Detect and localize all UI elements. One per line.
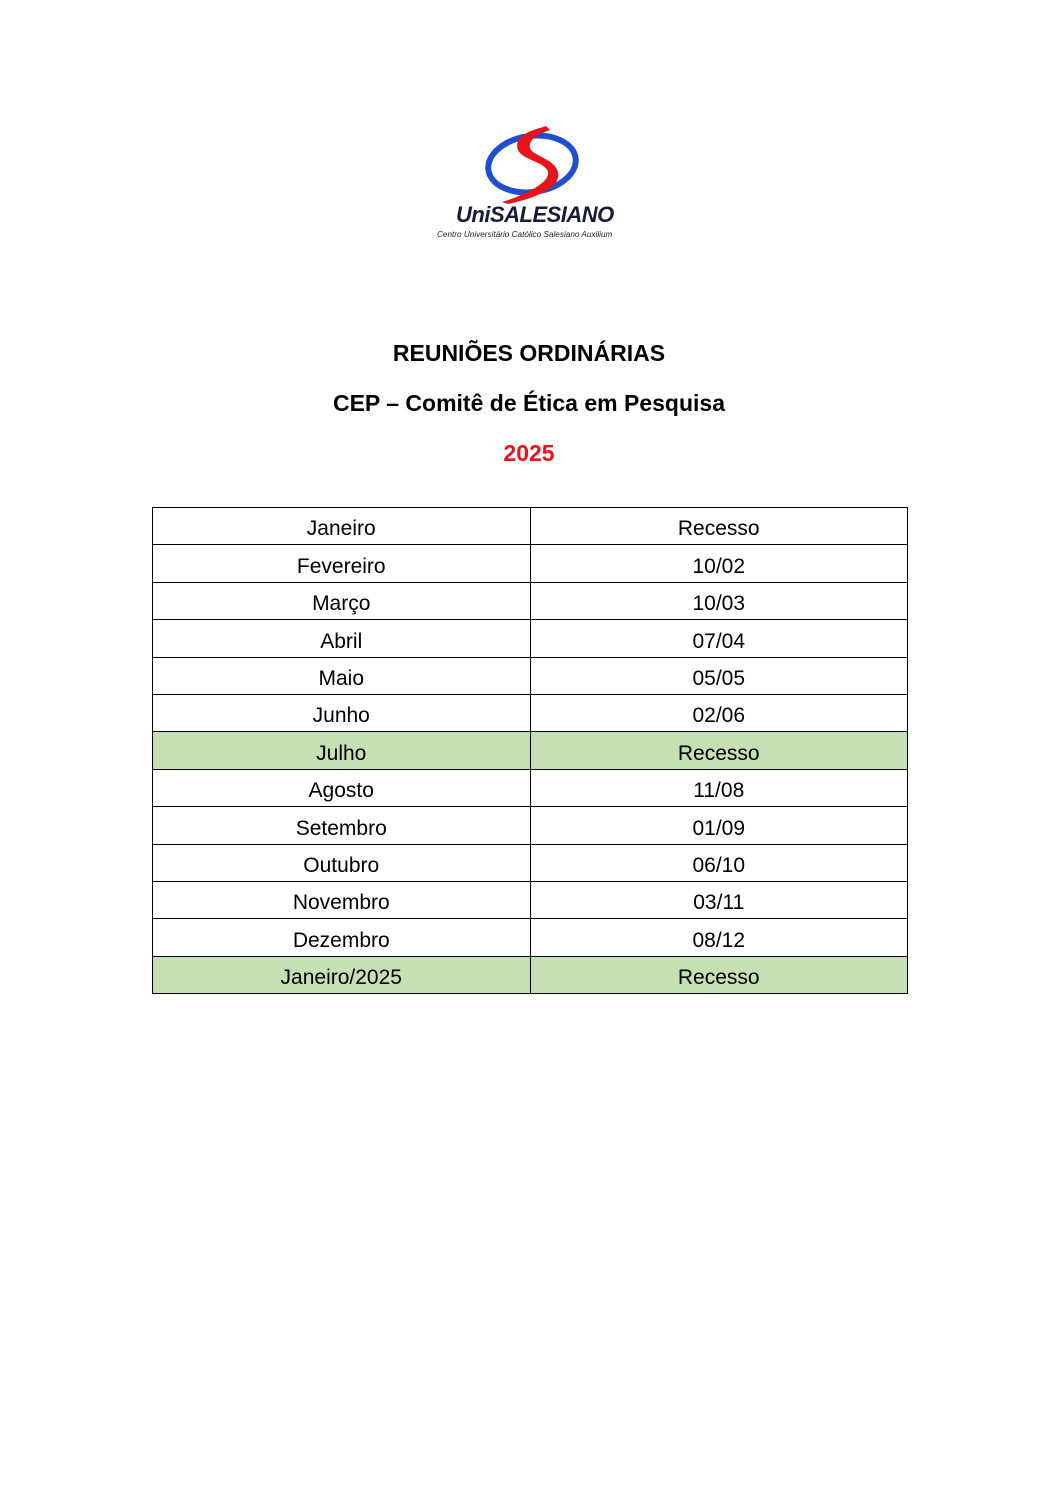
month-cell: Junho (153, 694, 531, 731)
page-year: 2025 (503, 440, 555, 466)
table-row (153, 620, 908, 657)
table-row (153, 694, 908, 731)
month-cell: Dezembro (153, 919, 531, 956)
date-cell: 08/12 (530, 919, 908, 956)
date-cell: 07/04 (530, 620, 908, 657)
month-cell: Janeiro/2025 (153, 956, 531, 993)
date-cell: 10/03 (530, 582, 908, 619)
month-cell: Novembro (153, 881, 531, 918)
month-cell: Abril (153, 620, 531, 657)
schedule-body (153, 508, 908, 994)
table-row (153, 956, 908, 993)
month-cell: Maio (153, 657, 531, 694)
date-cell: 11/08 (530, 769, 908, 806)
month-cell: Fevereiro (153, 545, 531, 582)
table-row (153, 582, 908, 619)
table-row (153, 657, 908, 694)
meeting-schedule-table (152, 507, 908, 994)
month-cell: Outubro (153, 844, 531, 881)
month-cell: Setembro (153, 807, 531, 844)
table-row (153, 732, 908, 769)
table-row (153, 919, 908, 956)
table-row (153, 881, 908, 918)
date-cell: 02/06 (530, 694, 908, 731)
unisalesiano-logo (420, 118, 640, 248)
date-cell: 01/09 (530, 807, 908, 844)
table-row (153, 807, 908, 844)
month-cell: Agosto (153, 769, 531, 806)
date-cell: 03/11 (530, 881, 908, 918)
month-cell: Março (153, 582, 531, 619)
table-row (153, 844, 908, 881)
table-row (153, 508, 908, 545)
logo-name: UniSALESIANO (456, 202, 614, 227)
month-cell: Julho (153, 732, 531, 769)
page-subtitle: CEP – Comitê de Ética em Pesquisa (332, 390, 725, 416)
date-cell: Recesso (530, 508, 908, 545)
date-cell: 05/05 (530, 657, 908, 694)
date-cell: 06/10 (530, 844, 908, 881)
page-title: REUNIÕES ORDINÁRIAS (392, 340, 666, 366)
logo-tagline: Centro Universitário Católico Salesiano Auxilium (437, 230, 613, 239)
month-cell: Janeiro (153, 508, 531, 545)
date-cell: Recesso (530, 956, 908, 993)
date-cell: 10/02 (530, 545, 908, 582)
salesiano-s-emblem-icon (420, 118, 640, 208)
table-row (153, 769, 908, 806)
date-cell: Recesso (530, 732, 908, 769)
table-row (153, 545, 908, 582)
